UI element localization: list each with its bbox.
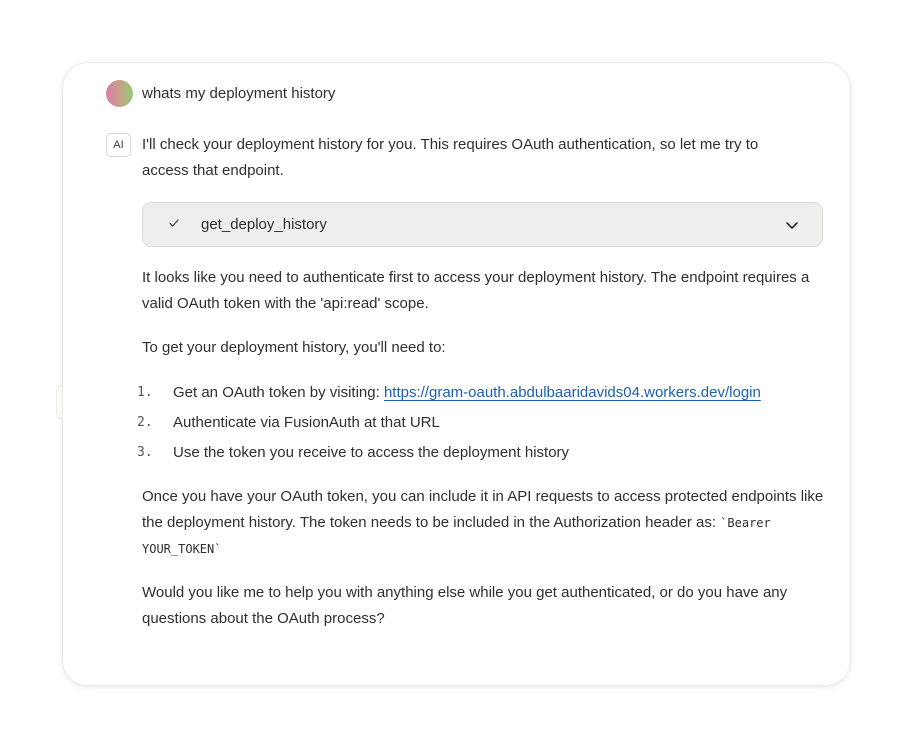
check-icon: [168, 212, 182, 238]
auth-required-paragraph: It looks like you need to authenticate first to access your deployment history. The endpoint requires a valid OAuth token with the 'api:read' scope.: [142, 269, 810, 312]
bearer-token-code: `Bearer YOUR_TOKEN`: [142, 516, 771, 556]
list-item-text: Use the token you receive to access the deployment history: [173, 444, 570, 461]
token-usage-paragraph: [142, 484, 832, 562]
oauth-login-link[interactable]: https://gram-oauth.abdulbaaridavids04.workers.dev/login: [383, 384, 761, 401]
list-number: 1.: [137, 385, 153, 400]
tool-call-collapsible[interactable]: [142, 202, 823, 247]
chevron-down-icon[interactable]: [784, 216, 800, 232]
tool-call-name: get_deploy_history: [201, 215, 327, 233]
steps-intro: To get your deployment history, you'll need to:: [142, 339, 446, 356]
list-number: 3.: [137, 445, 153, 460]
user-avatar: [106, 80, 133, 107]
ai-avatar-badge: AI: [106, 133, 131, 157]
list-item: [137, 440, 832, 466]
user-message: whats my deployment history: [142, 84, 336, 102]
list-item: [137, 410, 832, 436]
assistant-message: [137, 132, 832, 632]
list-item-text: Authenticate via FusionAuth at that URL: [173, 414, 440, 431]
chat-card: [62, 62, 851, 686]
steps-list: [137, 379, 832, 466]
user-message-row: [106, 80, 335, 106]
list-item-text: Get an OAuth token by visiting:: [173, 384, 384, 401]
token-usage-text: Once you have your OAuth token, you can include it in API requests to access protected endpoints like the deployment history. The token needs to be included in the Authorization header as:: [142, 488, 824, 531]
list-number: 2.: [137, 415, 153, 430]
assistant-intro: I'll check your deployment history for you. This requires OAuth authentication, so let me try to access that endpoint.: [142, 136, 759, 179]
follow-up-question: Would you like me to help you with anything else while you get authenticated, or do you have any questions about the OAuth process?: [142, 584, 788, 627]
list-item: [137, 379, 832, 406]
